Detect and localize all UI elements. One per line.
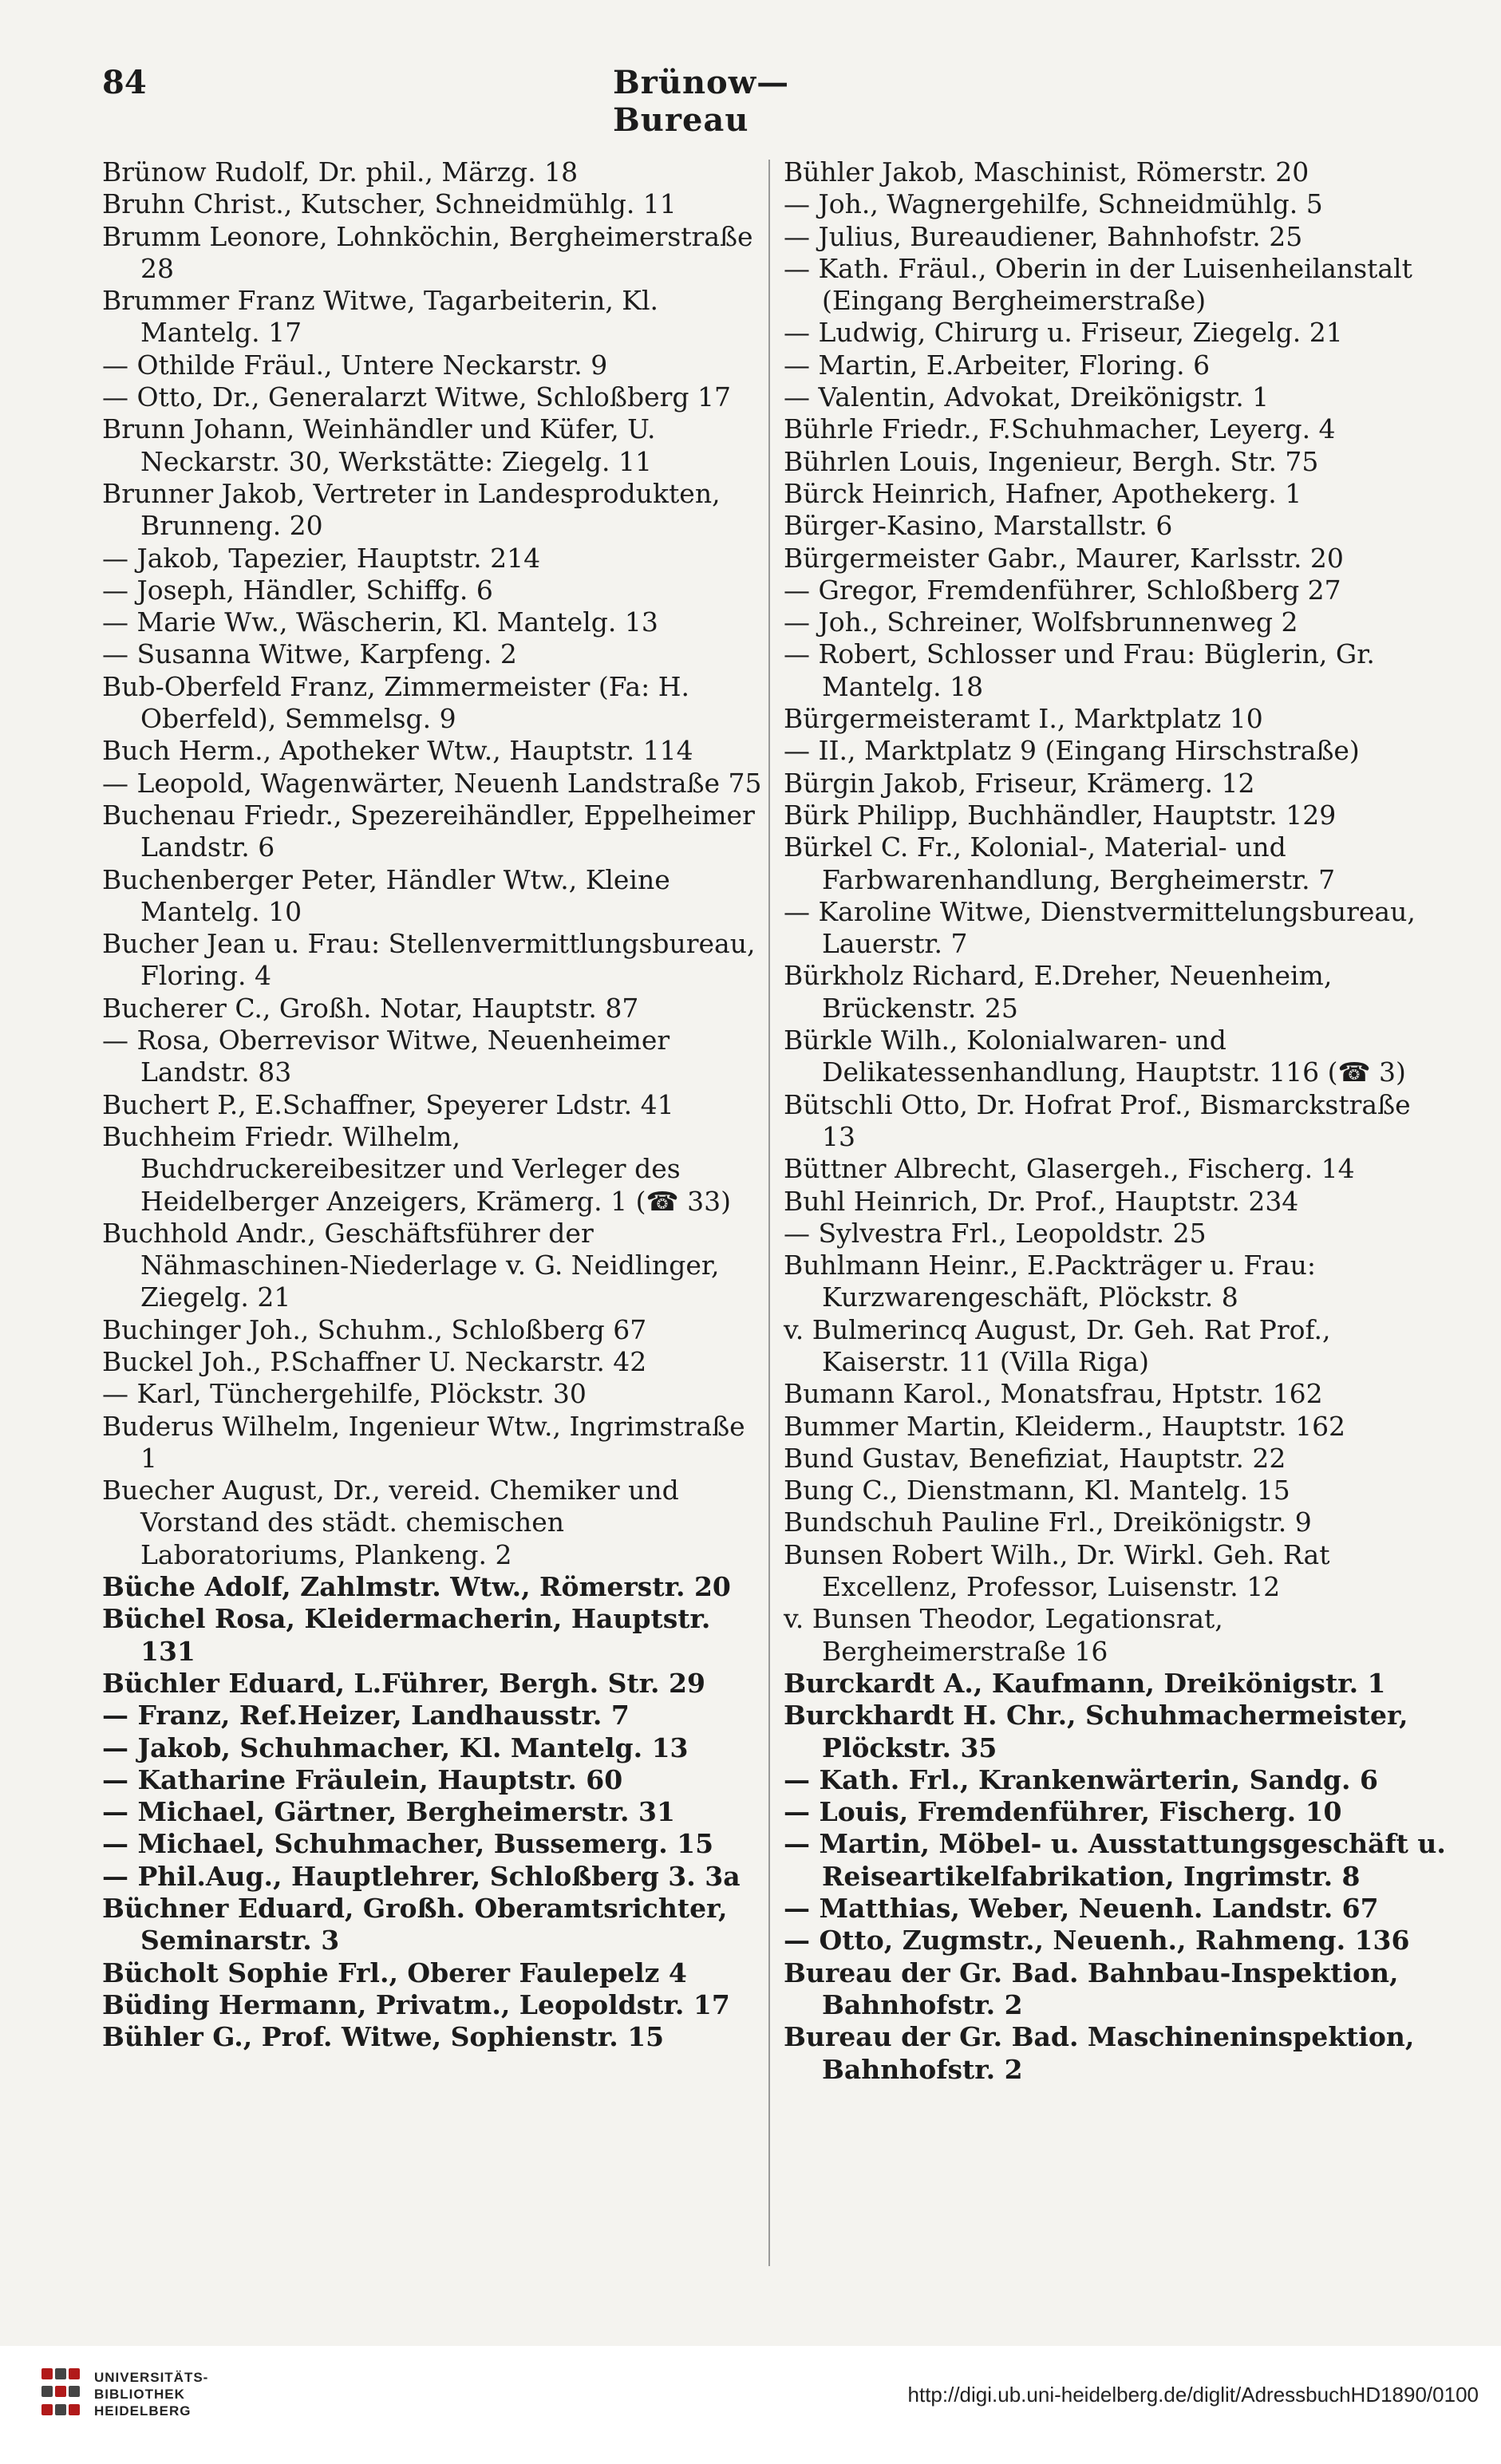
- directory-entry: — Karl, Tünchergehilfe, Plöckstr. 30: [102, 1378, 587, 1410]
- directory-entry: — Louis, Fremdenführer, Fischerg. 10: [784, 1796, 1342, 1828]
- directory-entry: Buchhold Andr., Geschäftsführer der Nähmaschinen-Niederlage v. G. Neidlinger, Ziegelg. 21: [102, 1217, 720, 1313]
- directory-entry: Buch Herm., Apotheker Wtw., Hauptstr. 114: [102, 735, 693, 767]
- directory-entry: Bührle Friedr., F.Schuhmacher, Leyerg. 4: [784, 413, 1336, 445]
- directory-entry: — Jakob, Tapezier, Hauptstr. 214: [102, 542, 541, 574]
- directory-entry: Bütschli Otto, Dr. Hofrat Prof., Bismarckstraße 13: [784, 1088, 1411, 1152]
- directory-entry: — Julius, Bureaudiener, Bahnhofstr. 25: [784, 220, 1303, 252]
- directory-entry: Büchler Eduard, L.Führer, Bergh. Str. 29: [102, 1667, 705, 1699]
- directory-entry: — Michael, Schuhmacher, Bussemerg. 15: [102, 1828, 714, 1860]
- directory-entry: Buchenberger Peter, Händler Wtw., Kleine Mantelg. 10: [102, 863, 670, 927]
- directory-entry: — Susanna Witwe, Karpfeng. 2: [102, 638, 517, 670]
- directory-entry: Bürgermeister Gabr., Maurer, Karlsstr. 20: [784, 542, 1344, 574]
- directory-entry: v. Bulmerincq August, Dr. Geh. Rat Prof., Kaiserstr. 11 (Villa Riga): [784, 1313, 1331, 1377]
- directory-entry: — Phil.Aug., Hauptlehrer, Schloßberg 3. 3a: [102, 1860, 741, 1892]
- directory-entry: — Kath. Frl., Krankenwärterin, Sandg. 6: [784, 1763, 1378, 1795]
- directory-entry: Bung C., Dienstmann, Kl. Mantelg. 15: [784, 1475, 1290, 1506]
- directory-entry: — Othilde Fräul., Untere Neckarstr. 9: [102, 349, 608, 381]
- directory-entry: Buhl Heinrich, Dr. Prof., Hauptstr. 234: [784, 1185, 1299, 1217]
- logo-mark-icon: [41, 2368, 83, 2419]
- directory-entry: — Martin, E.Arbeiter, Floring. 6: [784, 349, 1211, 381]
- directory-entry: — Martin, Möbel- u. Ausstattungsgeschäft u. Reiseartikelfabrikation, Ingrimstr. 8: [784, 1828, 1446, 1892]
- directory-entry: — Joh., Wagnergehilfe, Schneidmühlg. 5: [784, 188, 1323, 220]
- directory-entry: Bürck Heinrich, Hafner, Apothekerg. 1: [784, 477, 1302, 509]
- library-logo: [41, 2368, 208, 2419]
- directory-entry: — Joseph, Händler, Schiffg. 6: [102, 574, 493, 606]
- directory-entry: — Joh., Schreiner, Wolfsbrunnenweg 2: [784, 606, 1298, 638]
- directory-entry: — Sylvestra Frl., Leopoldstr. 25: [784, 1217, 1207, 1249]
- right-column: [784, 156, 1446, 2086]
- directory-entry: — Kath. Fräul., Oberin in der Luisenheilanstalt (Eingang Bergheimerstraße): [784, 252, 1412, 317]
- directory-entry: — Otto, Zugmstr., Neuenh., Rahmeng. 136: [784, 1925, 1410, 1957]
- directory-entry: Bührlen Louis, Ingenieur, Bergh. Str. 75: [784, 445, 1319, 477]
- directory-entry: Bundschuh Pauline Frl., Dreikönigstr. 9: [784, 1506, 1312, 1538]
- directory-entry: Bunsen Robert Wilh., Dr. Wirkl. Geh. Rat Excellenz, Professor, Luisenstr. 12: [784, 1538, 1330, 1603]
- directory-entry: Bürkholz Richard, E.Dreher, Neuenheim, Brückenstr. 25: [784, 960, 1333, 1024]
- directory-entry: Büche Adolf, Zahlmstr. Wtw., Römerstr. 20: [102, 1571, 731, 1603]
- directory-entry: — Jakob, Schuhmacher, Kl. Mantelg. 13: [102, 1732, 689, 1763]
- directory-entry: Bürgin Jakob, Friseur, Krämerg. 12: [784, 767, 1255, 799]
- directory-entry: — Gregor, Fremdenführer, Schloßberg 27: [784, 574, 1341, 606]
- directory-entry: Büchner Eduard, Großh. Oberamtsrichter, Seminarstr. 3: [102, 1893, 728, 1957]
- directory-entry: Bub-Oberfeld Franz, Zimmermeister (Fa: H. Oberfeld), Semmelsg. 9: [102, 670, 689, 735]
- column-divider: [768, 160, 770, 2266]
- directory-entry: — Rosa, Oberrevisor Witwe, Neuenheimer Landstr. 83: [102, 1025, 670, 1088]
- directory-entry: — Karoline Witwe, Dienstvermittelungsbureau, Lauerstr. 7: [784, 895, 1416, 960]
- directory-entry: Bureau der Gr. Bad. Maschineninspektion, Bahnhofstr. 2: [784, 2021, 1415, 2085]
- directory-entry: — Marie Ww., Wäscherin, Kl. Mantelg. 13: [102, 606, 658, 638]
- directory-entry: Brumm Leonore, Lohnköchin, Bergheimerstraße 28: [102, 220, 753, 284]
- directory-entry: Bürkel C. Fr., Kolonial-, Material- und Farbwarenhandlung, Bergheimerstr. 7: [784, 831, 1336, 895]
- directory-entry: — Michael, Gärtner, Bergheimerstr. 31: [102, 1796, 675, 1828]
- directory-entry: — Matthias, Weber, Neuenh. Landstr. 67: [784, 1893, 1379, 1925]
- directory-entry: Buecher August, Dr., vereid. Chemiker und Vorstand des städt. chemischen Laboratoriums, Plankeng. 2: [102, 1475, 679, 1570]
- directory-entry: Buchinger Joh., Schuhm., Schloßberg 67: [102, 1313, 647, 1345]
- source-url[interactable]: http://digi.ub.uni-heidelberg.de/diglit/AdressbuchHD1890/0100: [907, 2383, 1479, 2407]
- directory-entry: — II., Marktplatz 9 (Eingang Hirschstraße): [784, 735, 1360, 767]
- directory-entry: — Leopold, Wagenwärter, Neuenh Landstraße 75: [102, 767, 762, 799]
- directory-entry: — Franz, Ref.Heizer, Landhausstr. 7: [102, 1700, 630, 1732]
- directory-entry: — Otto, Dr., Generalarzt Witwe, Schloßberg 17: [102, 381, 732, 413]
- directory-entry: Bucherer C., Großh. Notar, Hauptstr. 87: [102, 992, 639, 1024]
- directory-entry: Bücholt Sophie Frl., Oberer Faulepelz 4: [102, 1957, 687, 1988]
- logo-text: UNIVERSITÄTS- BIBLIOTHEK HEIDELBERG: [94, 2369, 209, 2419]
- directory-entry: Buhlmann Heinr., E.Packträger u. Frau: Kurzwarengeschäft, Plöckstr. 8: [784, 1250, 1317, 1313]
- directory-entry: Burckhardt H. Chr., Schuhmachermeister, Plöckstr. 35: [784, 1700, 1408, 1763]
- footer-bar: [0, 2346, 1501, 2464]
- directory-entry: Büding Hermann, Privatm., Leopoldstr. 17: [102, 1988, 730, 2020]
- directory-entry: Bruhn Christ., Kutscher, Schneidmühlg. 11: [102, 188, 677, 220]
- directory-entry: Buderus Wilhelm, Ingenieur Wtw., Ingrimstraße 1: [102, 1410, 745, 1474]
- page-number: 84: [102, 64, 147, 101]
- directory-entry: Bühler Jakob, Maschinist, Römerstr. 20: [784, 156, 1309, 188]
- directory-entry: Bummer Martin, Kleiderm., Hauptstr. 162: [784, 1410, 1346, 1442]
- page-header: [102, 64, 908, 139]
- directory-entry: — Katharine Fräulein, Hauptstr. 60: [102, 1763, 623, 1795]
- directory-entry: Brünow Rudolf, Dr. phil., Märzg. 18: [102, 156, 579, 188]
- directory-entry: Bürkle Wilh., Kolonialwaren- und Delikatessenhandlung, Hauptstr. 116 (☎ 3): [784, 1025, 1406, 1088]
- directory-entry: Bühler G., Prof. Witwe, Sophienstr. 15: [102, 2021, 665, 2053]
- directory-entry: Burckardt A., Kaufmann, Dreikönigstr. 1: [784, 1667, 1386, 1699]
- directory-entry: Buchheim Friedr. Wilhelm, Buchdruckereibesitzer und Verleger des Heidelberger Anzeigers, Krämerg. 1 (☎ 33): [102, 1120, 731, 1217]
- directory-entry: Büttner Albrecht, Glasergeh., Fischerg. 14: [784, 1153, 1355, 1185]
- directory-entry: Brummer Franz Witwe, Tagarbeiterin, Kl. Mantelg. 17: [102, 285, 658, 349]
- directory-entry: Buchert P., E.Schaffner, Speyerer Ldstr. 41: [102, 1088, 674, 1120]
- directory-entry: Buckel Joh., P.Schaffner U. Neckarstr. 42: [102, 1345, 647, 1377]
- directory-entry: Bucher Jean u. Frau: Stellenvermittlungsbureau, Floring. 4: [102, 928, 756, 992]
- directory-entry: Buchenau Friedr., Spezereihändler, Eppelheimer Landstr. 6: [102, 799, 755, 863]
- directory-entry: Bund Gustav, Benefiziat, Hauptstr. 22: [784, 1442, 1286, 1474]
- directory-entry: — Valentin, Advokat, Dreikönigstr. 1: [784, 381, 1270, 413]
- directory-entry: Brunner Jakob, Vertreter in Landesprodukten, Brunneng. 20: [102, 477, 721, 542]
- directory-entry: Brunn Johann, Weinhändler und Küfer, U. Neckarstr. 30, Werkstätte: Ziegelg. 11: [102, 413, 656, 477]
- directory-entry: Büchel Rosa, Kleidermacherin, Hauptstr. 131: [102, 1603, 711, 1667]
- directory-entry: Bürger-Kasino, Marstallstr. 6: [784, 510, 1173, 542]
- directory-entry: Bureau der Gr. Bad. Bahnbau-Inspektion, Bahnhofstr. 2: [784, 1957, 1399, 2020]
- directory-entry: Bürk Philipp, Buchhändler, Hauptstr. 129: [784, 799, 1337, 831]
- left-column: [102, 156, 764, 2054]
- directory-entry: — Robert, Schlosser und Frau: Büglerin, Gr. Mantelg. 18: [784, 638, 1375, 702]
- running-head: Brünow—Bureau: [613, 64, 790, 139]
- directory-entry: v. Bunsen Theodor, Legationsrat, Bergheimerstraße 16: [784, 1603, 1223, 1667]
- directory-entry: Bürgermeisteramt I., Marktplatz 10: [784, 703, 1263, 735]
- directory-entry: Bumann Karol., Monatsfrau, Hptstr. 162: [784, 1378, 1323, 1410]
- directory-entry: — Ludwig, Chirurg u. Friseur, Ziegelg. 21: [784, 317, 1343, 349]
